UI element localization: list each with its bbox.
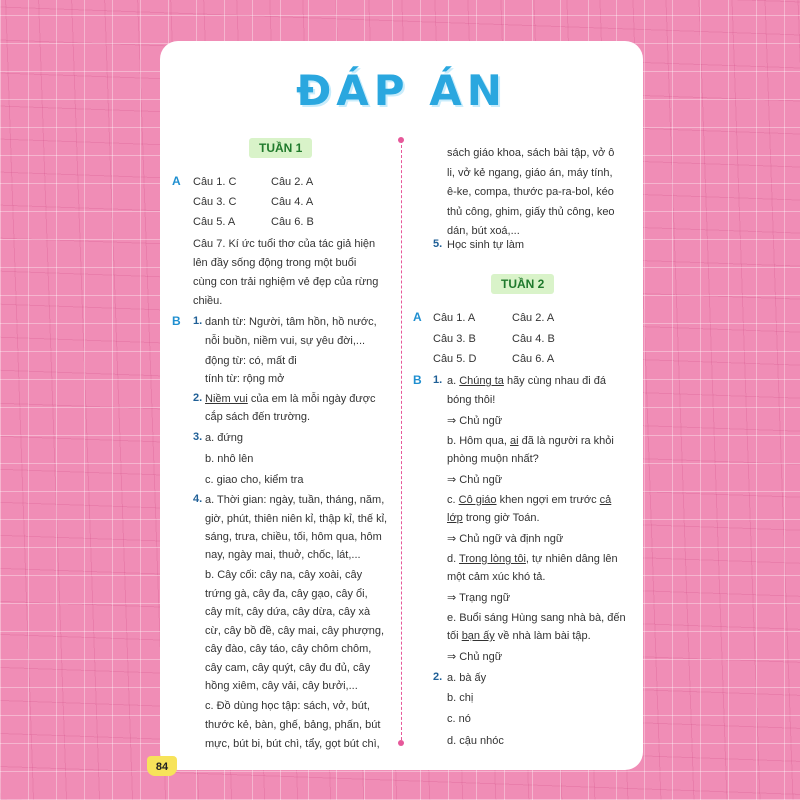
underlined-word: ai — [509, 435, 519, 447]
text-line: phòng muộn nhất? — [447, 453, 539, 465]
answer-item: Câu 6. B — [271, 216, 314, 228]
question-number: 1. — [193, 315, 203, 327]
text-line: động từ: có, mất đi — [205, 355, 297, 367]
section-b-label: B — [413, 373, 422, 387]
answer-item: Câu 4. B — [512, 333, 555, 345]
text-span: hãy cùng nhau đi đá — [503, 375, 607, 387]
underlined-word: Cô giáo — [458, 494, 497, 506]
answer-item: Câu 3. B — [433, 333, 476, 345]
text-line — [205, 392, 375, 406]
answer-item: Câu 1. A — [433, 312, 476, 324]
text-line: bóng thôi! — [447, 394, 496, 406]
section-a-label: A — [413, 310, 422, 324]
answer-arrow: ⇒ Chủ ngữ — [447, 415, 503, 427]
text-span: của em là mỗi ngày được — [247, 393, 376, 405]
text-line — [447, 552, 618, 566]
text-line: chiều. — [193, 295, 223, 307]
answer-arrow: ⇒ Chủ ngữ và định ngữ — [447, 533, 564, 545]
text-span: b. Hôm qua, — [447, 435, 510, 447]
week-2-badge: TUẦN 2 — [491, 274, 554, 294]
underlined-word: bạn ấy — [461, 630, 495, 642]
text-line: cây đào, cây táo, cây chôm chôm, — [205, 643, 372, 655]
question-number: 1. — [433, 374, 443, 386]
question-number: 2. — [193, 392, 203, 404]
text-line: một cảm xúc khó tả. — [447, 571, 546, 583]
text-line: danh từ: Người, tâm hồn, hồ nước, — [205, 316, 377, 328]
text-span: a. — [447, 375, 460, 387]
answer-arrow: ⇒ Chủ ngữ — [447, 651, 503, 663]
answer-arrow: ⇒ Trạng ngữ — [447, 592, 511, 604]
text-span: về nhà làm bài tập. — [494, 630, 591, 642]
text-line: d. cậu nhóc — [447, 735, 504, 747]
text-line: sách giáo khoa, sách bài tập, vở ô — [447, 147, 615, 159]
answer-item: Câu 5. D — [433, 353, 477, 365]
answer-item: Câu 6. A — [512, 353, 555, 365]
answer-item: Câu 2. A — [271, 176, 314, 188]
answer-item: Câu 1. C — [193, 176, 237, 188]
question-number: 3. — [193, 431, 203, 443]
text-line: mực, bút bi, bút chì, tẩy, gọt bút chì, — [205, 738, 380, 750]
text-line: c. giao cho, kiểm tra — [205, 474, 304, 486]
text-span: đã là người ra khỏi — [518, 435, 614, 447]
text-span: tối — [447, 630, 462, 642]
text-line: a. đứng — [205, 432, 243, 444]
answer-item: Câu 4. A — [271, 196, 314, 208]
text-line: sáng, trưa, chiều, tối, hôm qua, hôm — [205, 531, 382, 543]
text-line: nay, ngày mai, thuở, chốc, lát,... — [205, 549, 361, 561]
text-line: b. chị — [447, 692, 474, 704]
text-line: trứng gà, cây đa, cây gạo, cây ổi, — [205, 588, 368, 600]
text-line: nỗi buồn, niềm vui, sự yêu đời,... — [205, 335, 366, 347]
text-span: khen ngợi em trước — [496, 494, 600, 506]
underlined-word: Chúng ta — [459, 375, 504, 387]
text-line: dán, bút xoá,... — [447, 225, 520, 237]
text-line: cắp sách đến trường. — [205, 411, 311, 423]
text-line: b. nhô lên — [205, 453, 254, 465]
text-line — [447, 493, 611, 507]
text-line: ê-ke, compa, thước pa-ra-bol, kéo — [447, 186, 614, 198]
text-line: thước kẻ, bàn, ghế, bảng, phấn, bút — [205, 719, 381, 731]
answer-item: Câu 3. C — [193, 196, 237, 208]
text-line: thủ công, ghim, giấy thủ công, keo — [447, 206, 615, 218]
answer-item: Câu 2. A — [512, 312, 555, 324]
text-span: trong giờ Toán. — [462, 512, 540, 524]
text-line: a. bà ấy — [447, 672, 487, 684]
text-span: c. — [447, 494, 459, 506]
question-number: 4. — [193, 493, 203, 505]
text-line: e. Buổi sáng Hùng sang nhà bà, đến — [447, 612, 626, 624]
text-line — [447, 629, 591, 643]
week-1-badge: TUẦN 1 — [249, 138, 312, 158]
underlined-word: cả — [599, 494, 612, 506]
text-line: li, vở kẻ ngang, giáo án, máy tính, — [447, 167, 613, 179]
section-a-label: A — [172, 174, 181, 188]
answer-arrow: ⇒ Chủ ngữ — [447, 474, 503, 486]
text-line: Câu 7. Kí ức tuổi thơ của tác giả hiện — [193, 238, 376, 250]
underlined-word: Trong lòng tôi — [459, 553, 526, 565]
divider-dot — [398, 137, 404, 143]
page-number: 84 — [147, 756, 177, 776]
answer-item: Câu 5. A — [193, 216, 236, 228]
question-number: 2. — [433, 671, 443, 683]
text-line: a. Thời gian: ngày, tuần, tháng, năm, — [205, 494, 385, 506]
text-line: hồng xiêm, cây vải, cây bưởi,... — [205, 680, 358, 692]
text-line: cây cam, cây quýt, cây đu đủ, cây — [205, 662, 371, 674]
text-line: c. nó — [447, 713, 471, 725]
text-line: c. Đồ dùng học tập: sách, vở, bút, — [205, 700, 370, 712]
underlined-word: Niềm vui — [205, 393, 248, 405]
text-span: , tự nhiên dâng lên — [525, 553, 618, 565]
text-line: giờ, phút, thiên niên kỉ, thập kỉ, thế kỉ, — [205, 513, 388, 525]
section-b-label: B — [172, 314, 181, 328]
column-divider — [401, 140, 402, 745]
text-line: cừ, cây bồ đề, cây mai, cây phượng, — [205, 625, 385, 637]
divider-dot — [398, 740, 404, 746]
question-number: 5. — [433, 238, 443, 250]
text-span: d. — [447, 553, 460, 565]
text-line: cây mít, cây dứa, cây dừa, cây xà — [205, 606, 371, 618]
text-line: b. Cây cối: cây na, cây xoài, cây — [205, 569, 363, 581]
text-line — [447, 511, 540, 525]
underlined-word: lớp — [447, 512, 463, 524]
text-line: lên đầy sống động trong một buổi — [193, 257, 357, 269]
text-line: Học sinh tự làm — [447, 239, 525, 251]
text-line: cùng con trải nghiệm vẻ đẹp của rừng — [193, 276, 379, 288]
text-line — [447, 434, 614, 448]
text-line: tính từ: rộng mở — [205, 373, 285, 385]
text-line — [447, 374, 606, 388]
page-title: ĐÁP ÁN — [296, 66, 507, 115]
